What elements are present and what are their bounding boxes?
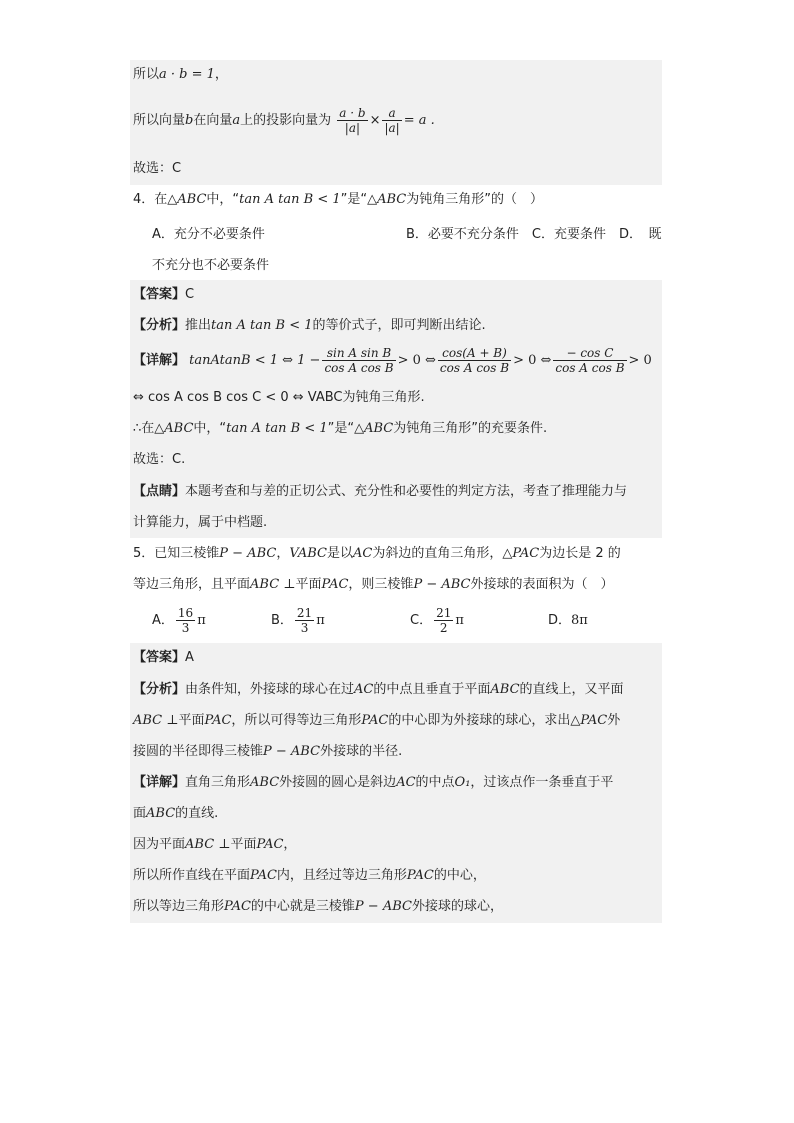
q4-answer (133, 286, 194, 304)
option-value: 8π (571, 613, 588, 628)
prev-text: 上的投影向量为 (240, 113, 332, 128)
q4-text: 4．在 (133, 192, 168, 207)
q5-text: 平面 (230, 837, 257, 852)
fraction-numerator: a · b (339, 106, 366, 120)
q5-stem-2 (133, 576, 614, 594)
q4-comment-2: 计算能力，属于中档题. (133, 515, 268, 530)
q5-formula: AC (396, 775, 416, 790)
q4-stem (133, 191, 543, 209)
q4-option-a: A．充分不必要条件 (152, 227, 265, 242)
q4-analysis (133, 317, 486, 335)
pi-symbol: π (455, 613, 464, 628)
q5-formula: PAC (321, 577, 349, 592)
q4-fraction-2 (438, 346, 511, 375)
q5-formula: PAC (204, 713, 232, 728)
q5-text: 因为平面 (133, 837, 186, 852)
q5-text: 由条件知，外接球的球心在过 (185, 682, 355, 697)
q5-text: 外 (607, 713, 621, 728)
q5-formula: △PAC (570, 713, 608, 728)
q4-option-bcd: B．必要不充分条件 C．充要条件 D． 既 (406, 227, 662, 242)
prev-text: 在向量 (193, 113, 233, 128)
q5-text: 外接球的表面积为（ ） (470, 577, 614, 592)
q4-formula: tan A tan B < 1 (211, 318, 313, 333)
answer-tag: 【答案】 (133, 287, 186, 302)
q5-analysis-1 (133, 681, 624, 699)
fraction-numerator: a (382, 106, 401, 121)
option-label: A． (152, 613, 174, 628)
prev-text: 所以 (133, 67, 160, 82)
q4-text: ”是“ (340, 192, 368, 207)
q5-formula: P − ABC (263, 744, 321, 759)
q5-text: 平面 (178, 713, 205, 728)
q5-text: 外接球的半径. (320, 744, 403, 759)
projection-fraction-1 (337, 106, 367, 135)
q4-formula: △ABC (367, 192, 407, 207)
fraction-denominator: cos A cos B (439, 361, 510, 375)
answer-value: A (185, 650, 194, 665)
q5-formula: P − ABC (219, 546, 277, 561)
fraction-denominator: cos A cos B (324, 361, 394, 375)
q4-detail-1 (133, 345, 652, 377)
q4-text: ∴在 (133, 421, 155, 436)
analysis-tag: 【分析】 (133, 682, 186, 697)
q4-formula: △ABC (167, 192, 207, 207)
q4-formula: tan A tan B < 1 (239, 192, 341, 207)
q5-text: 的中点 (415, 775, 455, 790)
q5-analysis-2 (133, 712, 620, 730)
q5-formula: AC (353, 546, 373, 561)
q5-text: 的中点且垂直于平面 (373, 682, 491, 697)
prev-line-3: 故选：C (133, 161, 182, 176)
projection-fraction-2 (382, 106, 401, 135)
q4-formula: > 0 ⇔ (397, 353, 436, 368)
q5-text: 外接圆的圆心是斜边 (279, 775, 397, 790)
q5-text: 等边三角形，且平面 (133, 577, 251, 592)
option-label: C． (410, 613, 433, 628)
q4-detail-3 (133, 420, 547, 438)
q4-formula: > 0 ⇔ (513, 353, 552, 368)
prev-formula: a (232, 113, 241, 128)
q5-text: 面 (133, 806, 147, 821)
q5-detail-2 (133, 805, 218, 823)
prev-text: 所以向量 (133, 113, 186, 128)
q5-formula: P − ABC (413, 577, 471, 592)
option-label: B． (271, 613, 293, 628)
q4-formula: △ABC (354, 421, 394, 436)
q5-formula: PAC (361, 713, 389, 728)
fraction-numerator: − cos C (553, 346, 626, 361)
q4-comment-1 (133, 483, 627, 501)
q5-formula: ABC ⊥ (185, 837, 231, 852)
q5-formula: AC (354, 682, 374, 697)
q5-text: 是以 (326, 546, 353, 561)
q4-text: 为钝角三角形”的充要条件. (393, 421, 548, 436)
detail-tag: 【详解】 (133, 353, 186, 368)
fraction-numerator: sin A sin B (322, 346, 395, 361)
times-sign: × (369, 113, 381, 128)
q5-text: ， (283, 837, 297, 852)
q5-option-a (152, 603, 206, 639)
q5-option-d (548, 603, 588, 639)
fraction-denominator: cos A cos B (555, 361, 625, 375)
q5-text: 所以等边三角形 (133, 899, 225, 914)
q5-text: 的直线. (175, 806, 219, 821)
prev-text: ， (214, 67, 228, 82)
q4-formula: △ABC (154, 421, 194, 436)
q4-text: 中，“ (193, 421, 227, 436)
answer-value: C (185, 287, 195, 302)
fraction-denominator: |a| (344, 121, 361, 135)
fraction-denominator: 2 (439, 621, 448, 635)
q5-text: 的中心， (433, 868, 486, 883)
q4-formula: > 0 (628, 353, 652, 368)
q5-detail-1 (133, 774, 613, 792)
q4-text: 推出 (185, 318, 212, 333)
option-fraction (176, 606, 195, 635)
q5-text: 为边长是 2 的 (539, 546, 621, 561)
prev-formula: = a . (403, 113, 435, 128)
q5-formula: O₁ (454, 775, 471, 790)
q5-formula: P − ABC (354, 899, 412, 914)
q5-text: 所以所作直线在平面 (133, 868, 251, 883)
q5-formula: PAC (224, 899, 251, 914)
detail-tag: 【详解】 (133, 775, 186, 790)
q4-detail-2: ⇔ cos A cos B cos C < 0 ⇔ VABC为钝角三角形. (133, 390, 425, 405)
pi-symbol: π (316, 613, 325, 628)
option-fraction (295, 606, 314, 635)
q4-formula: tanAtanB < 1 ⇔ 1 − (189, 353, 321, 368)
analysis-tag: 【分析】 (133, 318, 186, 333)
fraction-denominator: 3 (300, 621, 309, 635)
q5-text: ，过该点作一条垂直于平 (470, 775, 614, 790)
q5-text: ，所以可得等边三角形 (231, 713, 362, 728)
q5-text: 的中心就是三棱锥 (250, 899, 355, 914)
q5-text: ，则三棱锥 (348, 577, 414, 592)
q5-detail-5 (133, 898, 503, 916)
q5-stem-1 (133, 545, 621, 563)
q5-formula: ABC (490, 682, 520, 697)
q5-text: 外接球的球心， (411, 899, 503, 914)
q5-text: 内，且经过等边三角形 (276, 868, 407, 883)
q5-option-c (410, 603, 464, 639)
q5-text: ， (276, 546, 290, 561)
q5-formula: PAC (250, 868, 277, 883)
q5-formula: ABC ⊥ (250, 577, 296, 592)
q5-formula: ABC ⊥ (133, 713, 179, 728)
prev-formula: b (185, 113, 194, 128)
fraction-numerator: 21 (436, 606, 452, 620)
q5-formula: PAC (256, 837, 284, 852)
option-label: D． (548, 613, 572, 628)
q4-fraction-3 (553, 346, 626, 375)
q5-analysis-3 (133, 743, 402, 761)
q5-formula: ABC (250, 775, 280, 790)
q5-text: 直角三角形 (185, 775, 251, 790)
q4-text: 中，“ (206, 192, 240, 207)
prev-formula: a · b = 1 (159, 67, 215, 82)
q4-detail-4: 故选：C. (133, 452, 186, 467)
q5-text: 为斜边的直角三角形， (372, 546, 503, 561)
fraction-numerator: cos(A + B) (438, 346, 511, 361)
q4-text: 为钝角三角形”的（ ） (406, 192, 544, 207)
q4-option-d-cont: 不充分也不必要条件 (152, 258, 270, 273)
q5-text: 5．已知三棱锥 (133, 546, 220, 561)
fraction-numerator: 21 (296, 606, 313, 620)
q5-text: 接圆的半径即得三棱锥 (133, 744, 264, 759)
q4-text: ”是“ (327, 421, 355, 436)
q5-text: 平面 (295, 577, 322, 592)
q4-fraction-1 (322, 346, 395, 375)
q5-formula: △PAC (502, 546, 540, 561)
pi-symbol: π (197, 613, 206, 628)
q5-formula: ABC (146, 806, 176, 821)
comment-tag: 【点睛】 (133, 484, 186, 499)
q5-formula: PAC (406, 868, 434, 883)
fraction-denominator: |a| (384, 121, 400, 135)
q5-text: 的中心即为外接球的球心，求出 (388, 713, 571, 728)
q5-option-b (271, 603, 325, 639)
q4-text: 的等价式子，即可判断出结论. (312, 318, 486, 333)
q5-detail-3 (133, 836, 296, 854)
q5-formula: VABC (289, 546, 327, 561)
prev-line-2 (133, 106, 435, 136)
q5-text: 的直线上，又平面 (519, 682, 624, 697)
q5-detail-4 (133, 867, 486, 885)
fraction-numerator: 16 (177, 606, 194, 620)
q4-text: 本题考查和与差的正切公式、充分性和必要性的判定方法，考查了推理能力与 (185, 484, 628, 499)
q5-answer (133, 649, 194, 667)
prev-line-1 (133, 66, 228, 84)
q4-formula: tan A tan B < 1 (226, 421, 328, 436)
answer-tag: 【答案】 (133, 650, 186, 665)
fraction-denominator: 3 (181, 621, 190, 635)
option-fraction (434, 606, 453, 635)
